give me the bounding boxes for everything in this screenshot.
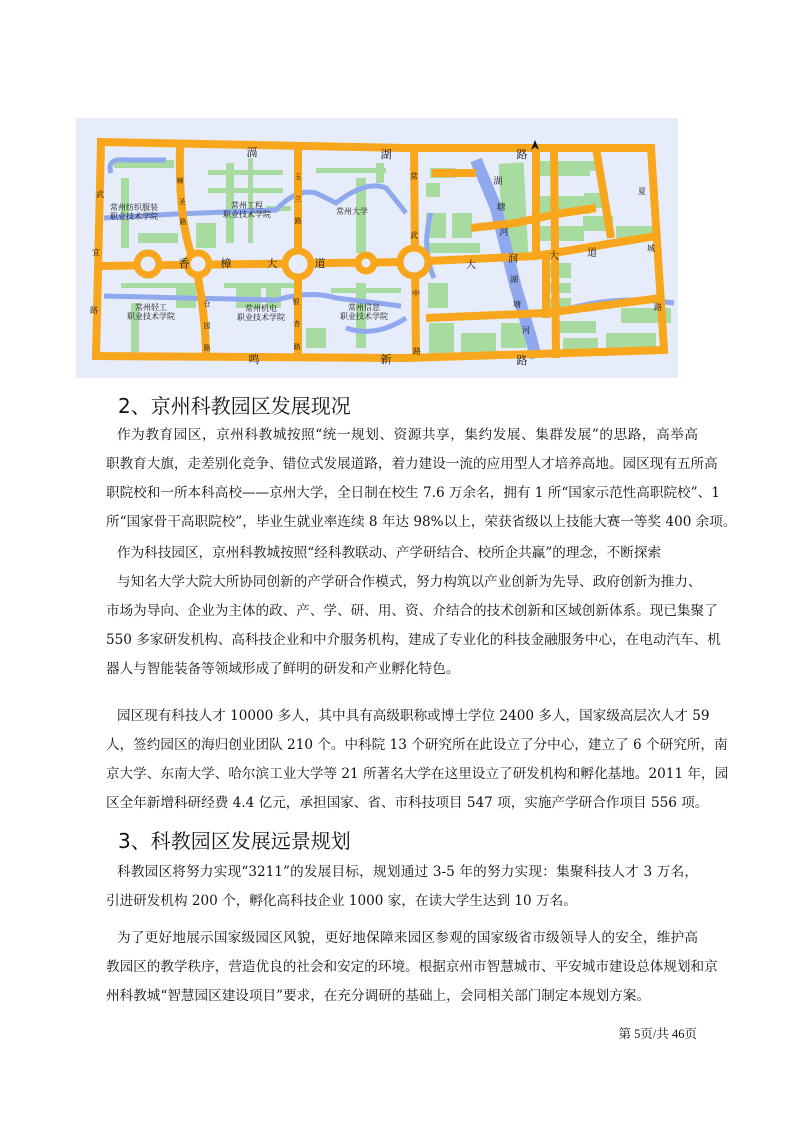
road-label: 玉 [294, 173, 302, 181]
road-label: 兰 [294, 195, 302, 203]
road-label: 樟 [220, 257, 232, 270]
paragraph-line: 人，签约园区的海归创业团队 210 个。中科院 13 个研究所在此设立了分中心，建立了 6 个研究所，南 [106, 737, 728, 753]
road-label: 新 [380, 353, 392, 366]
paragraph-line: 作为科技园区，京州科教城按照“经科教联动、产学研结合、校所企共赢”的理念，不断探索 [117, 545, 662, 561]
road-label: 仓 [203, 300, 211, 308]
paragraph-line: 园区现有科技人才 10000 多人，其中具有高级职称或博士学位 2400 多人，国家级高层次人才 59 [117, 708, 710, 724]
school-label: 常州纺织服装 [110, 203, 158, 212]
road-label: 路 [90, 306, 98, 315]
road-label: 滆 [246, 146, 258, 159]
road-label: 武 [96, 190, 104, 199]
road-label: 常 [410, 172, 418, 181]
road-label: 路 [294, 217, 302, 225]
road-label: 大 [266, 257, 278, 270]
paragraph-line: 教园区的教学秩序，营造优良的社会和安定的环境。根据京州市智慧城市、平安城市建设总体规划和京 [106, 959, 718, 975]
road-label: 道 [314, 257, 326, 270]
road-label: 园 [203, 322, 211, 330]
school-label: 常州机电 [245, 304, 277, 313]
road-label: 武 [410, 231, 418, 240]
road-label: 银 [292, 298, 300, 306]
river-label: 湖 [510, 275, 518, 284]
paragraph-line: 职院校和一所本科高校——京州大学，全日制在校生 7.6 万余名，拥有 1 所“国家示范性高职院校”、1 [106, 485, 720, 501]
road-label: 樟 [176, 177, 184, 185]
road-label: 润 [508, 254, 518, 265]
paragraph-line: 科教园区将努力实现“3211”的发展目标，规划通过 3-5 年的努力实现：集聚科技人才 3 万名， [117, 864, 698, 880]
paragraph-line: 京大学、东南大学、哈尔滨工业大学等 21 所著名大学在这里设立了研发机构和孵化基地。2011 年，园 [106, 766, 729, 782]
road-label: 路 [413, 347, 421, 356]
road-label: 路 [516, 354, 528, 367]
paragraph-line: 作为教育园区，京州科教城按照“统一规划、资源共享，集约发展、集群发展”的思路，高举高 [117, 427, 698, 443]
river-label: 塘 [513, 300, 521, 309]
paragraph-line: 州科教城“智慧园区建设项目”要求，在充分调研的基础上，会同相关部门制定本规划方案。 [106, 988, 651, 1004]
paragraph-line: 器人与智能装备等领域形成了鲜明的研发和产业孵化特色。 [106, 661, 460, 677]
paragraph-line: 市场为导向、企业为主体的政、产、学、研、用、资、介结合的技术创新和区域创新体系。现已集聚了 [106, 603, 718, 619]
page-number: 第 5页/共 46页 [618, 1027, 697, 1041]
paragraph-line: 引进研发机构 200 个，孵化高科技企业 1000 家，在读大学生达到 10 万名。 [106, 893, 577, 909]
road-label: 路 [516, 148, 528, 161]
paragraph-line: 与知名大学大院大所协同创新的产学研合作模式，努力构筑以产业创新为先导、政府创新为推力、 [117, 574, 702, 590]
school-label: 职业技术学院 [340, 312, 388, 321]
road-label: 路 [293, 343, 301, 351]
school-label: 常州大学 [336, 207, 368, 216]
paragraph-line: 550 多家研发机构、高科技企业和中介服务机构，建成了专业化的科技金融服务中心，在电动汽车、机 [106, 632, 721, 648]
paragraph-line: 职教育大旗，走差别化竞争、错位式发展道路，着力建设一流的应用型人才培养高地。园区现有五所高 [106, 456, 718, 472]
road-label: 鸣 [248, 353, 260, 366]
paragraph-line: 区全年新增科研经费 4.4 亿元，承担国家、省、市科技项目 547 项，实施产学研合作项目 556 项。 [106, 795, 709, 811]
road-label: 大 [466, 260, 476, 271]
school-label: 常州工程 [231, 201, 263, 210]
road-label: 中 [412, 289, 420, 298]
school-label: 常州轻工 [135, 303, 167, 312]
road-label: 香 [178, 257, 190, 270]
school-label: 职业技术学院 [223, 210, 271, 219]
section-2-heading: 2、京州科教园区发展现况 [118, 394, 351, 418]
school-label: 常州信息 [348, 303, 380, 312]
paragraph-line: 所“国家骨干高职院校”，毕业生就业率连续 8 年达 98%以上，荣获省级以上技能大赛一等奖 400 余项。 [106, 514, 737, 530]
school-label: 职业技术学院 [127, 312, 175, 321]
road-label: 路 [203, 344, 211, 352]
road-label: 圣 [178, 198, 186, 206]
river-label: 河 [522, 326, 530, 335]
road-label: 路 [179, 218, 187, 226]
road-label: 大 [549, 251, 559, 262]
paragraph-line: 为了更好地展示国家级园区风貌，更好地保障来园区参观的国家级省市级领导人的安全，维护高 [117, 930, 698, 946]
school-label: 职业技术学院 [237, 313, 285, 322]
road-label: 杏 [293, 320, 301, 328]
road-label: 路 [654, 303, 662, 312]
school-label: 职业技术学院 [110, 212, 158, 221]
road-label: 城 [647, 244, 655, 253]
river-label: 湖 [493, 177, 503, 187]
road-label: 宜 [92, 248, 100, 257]
section-3-heading: 3、科教园区发展远景规划 [118, 829, 351, 853]
road-label: 湖 [380, 148, 392, 161]
road-label: 夏 [638, 187, 646, 196]
road-label: 道 [587, 248, 597, 259]
campus-map [76, 118, 678, 378]
river-label: 河 [499, 228, 509, 238]
river-label: 塘 [496, 203, 506, 213]
